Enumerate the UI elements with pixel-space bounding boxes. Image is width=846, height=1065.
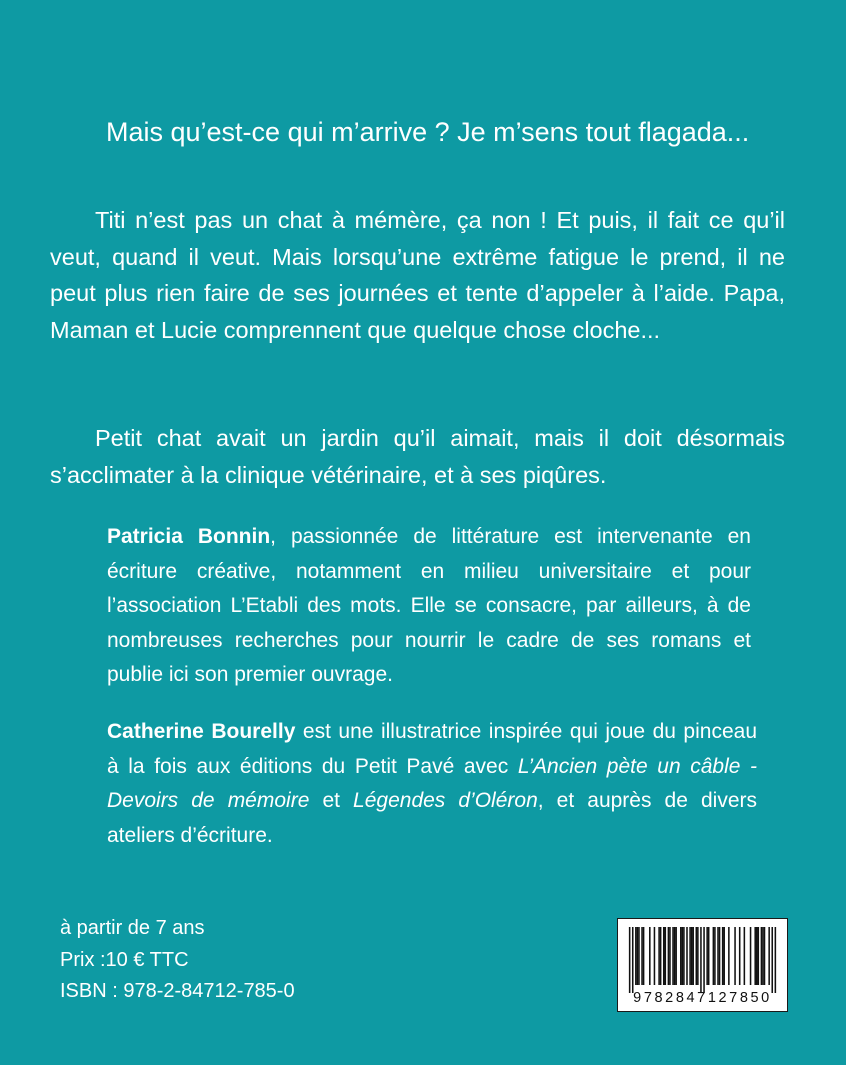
book-title-2: Légendes d’Oléron — [353, 789, 538, 812]
barcode-bar — [672, 927, 674, 985]
barcode-bar — [762, 927, 764, 985]
book-meta — [60, 913, 295, 1008]
illustrator-name: Catherine Bourelly — [107, 720, 296, 743]
barcode-bar — [700, 927, 702, 993]
barcode-bar — [771, 927, 773, 993]
barcode-bar — [714, 927, 716, 985]
barcode-bar — [683, 927, 685, 985]
barcode-bar — [761, 927, 763, 985]
barcode-bar — [703, 927, 705, 993]
barcode-bar — [632, 927, 634, 993]
price: Prix :10 € TTC — [60, 948, 189, 971]
barcode-bar — [668, 927, 670, 985]
summary-paragraph-2: Petit chat avait un jardin qu’il aimait, mais il doit désormais s’acclimater à la clinique vétérinaire, et à ses piqûres. — [50, 425, 785, 488]
barcode-bar — [692, 927, 694, 985]
barcode-bar — [643, 927, 645, 985]
barcode-bar — [697, 927, 699, 985]
barcode-bar — [775, 927, 777, 993]
barcode-bar — [680, 927, 682, 985]
barcode-bar — [713, 927, 715, 985]
isbn-barcode — [617, 918, 788, 1012]
illustrator-bio-text-3: , et auprès de divers ateliers d’écriture. — [107, 789, 757, 847]
barcode-bar — [665, 927, 667, 985]
barcode-bar — [728, 927, 730, 985]
illustrator-bio — [107, 715, 757, 853]
barcode-bar — [635, 927, 637, 985]
barcode-bar — [675, 927, 677, 985]
barcode-bar — [722, 927, 724, 985]
barcode-bar — [691, 927, 693, 985]
barcode-bar — [744, 927, 746, 985]
barcode-digits: 9782847127850 — [633, 990, 772, 1006]
barcode-bar — [750, 927, 752, 985]
barcode-bar — [649, 927, 651, 985]
book-title-1: L’Ancien pète un câble - Devoirs de mémoire — [107, 754, 757, 812]
barcode-bar — [660, 927, 662, 985]
author-bio — [107, 520, 751, 693]
barcode-bar — [756, 927, 758, 985]
barcode-bar — [689, 927, 691, 985]
summary-paragraph-1: Titi n’est pas un chat à mémère, ça non ! Et puis, il fait ce qu’il veut, quand il veut. Mais lorsqu’une extrême fatigue le prend, il ne peut plus rien faire de ses journées et tente d’appeler à l’aide. Papa, Maman et Lucie comprennent que quelque chose cloche... — [50, 207, 785, 343]
barcode-bar — [719, 927, 721, 985]
barcode-bar — [754, 927, 756, 985]
barcode-bar — [641, 927, 643, 985]
author-name: Patricia Bonnin — [107, 525, 271, 548]
barcode-bar — [638, 927, 640, 985]
author-bio-text: , passionnée de littérature est intervenante en écriture créative, notamment en milieu universitaire et pour l’association L’Etabli des mots. Elle se consacre, par ailleurs, à de nombreuses recherches pour nourrir le cadre de ses romans et publie ici son premier ouvrage. — [107, 525, 751, 686]
barcode-bar — [654, 927, 656, 985]
isbn: ISBN : 978-2-84712-785-0 — [60, 980, 295, 1002]
barcode-bar — [717, 927, 719, 985]
barcode-bar — [637, 927, 639, 985]
barcode-bar — [706, 927, 708, 985]
barcode-bar — [674, 927, 676, 985]
barcode-bar — [682, 927, 684, 985]
barcode-bar — [768, 927, 770, 985]
barcode-bar — [708, 927, 710, 985]
barcode-bar — [723, 927, 725, 985]
barcode-bar — [686, 927, 688, 985]
illustrator-bio-text-2: et — [309, 789, 354, 812]
illustrator-bio-text-1: est une illustratrice inspirée qui joue du pinceau à la fois aux éditions du Petit Pavé avec — [107, 720, 757, 778]
age-range: à partir de 7 ans — [60, 917, 205, 939]
barcode-bar — [764, 927, 766, 985]
barcode-bar — [669, 927, 671, 985]
barcode-bar — [658, 927, 660, 985]
tagline: Mais qu’est-ce qui m’arrive ? Je m’sens tout flagada... — [106, 117, 750, 147]
barcode-bar — [739, 927, 741, 985]
barcode-bar — [734, 927, 736, 985]
barcode-bar — [629, 927, 631, 993]
barcode-bar — [663, 927, 665, 985]
barcode-bar — [758, 927, 760, 985]
barcode-bar — [696, 927, 698, 985]
